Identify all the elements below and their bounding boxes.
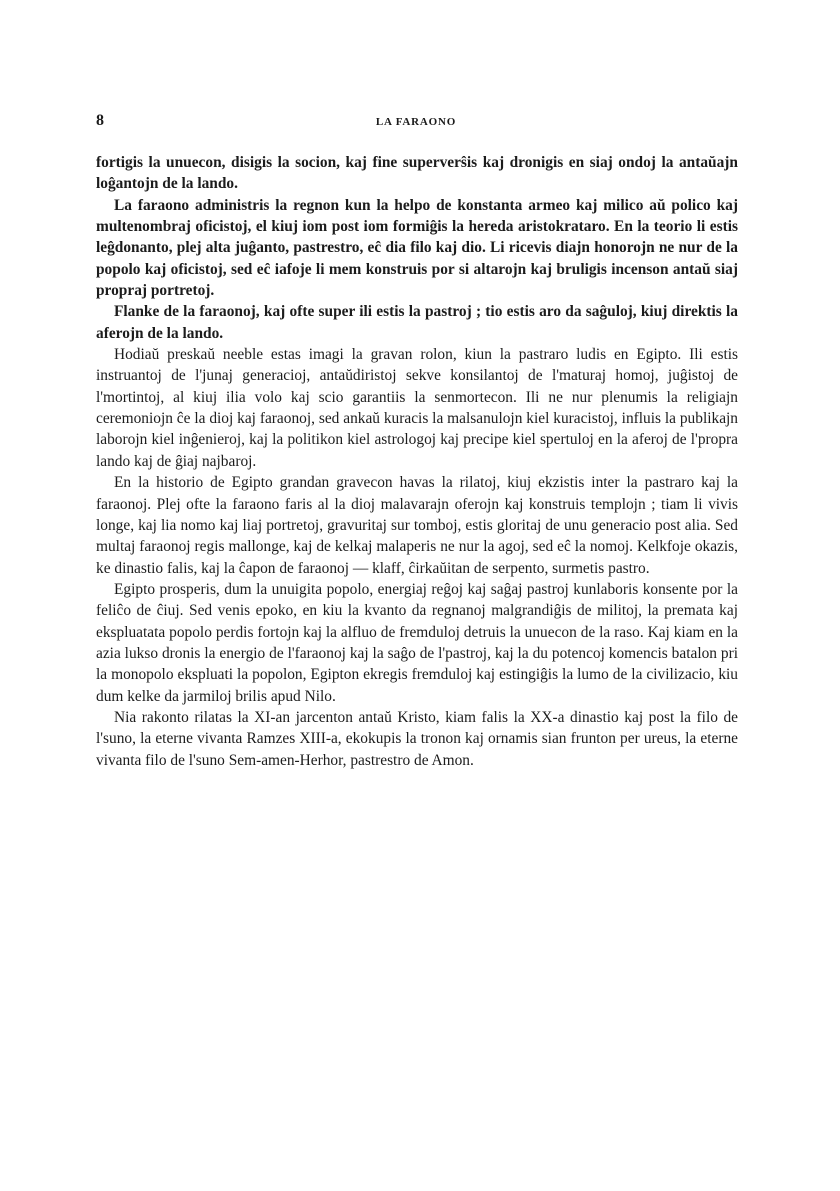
paragraph-6: Egipto prosperis, dum la unuigita popolo, energiaj reĝoj kaj saĝaj pastroj kunlaboris konsente por la feliĉo de ĉiuj. Sed venis epoko, en kiu la kvanto da regnanoj malgrandiĝis de militoj, la premata kaj ekspluatata popolo perdis fortojn kaj la alfluo de fremduloj detruis la unuecon de la raso. Kaj kiam en la azia lukso dronis la energio de l'faraonoj kaj la saĝo de l'pastroj, kaj la du potencoj komencis batalon pri la monopolo ekspluati la popolon, Egipton ekregis fremduloj kaj estingiĝis la lumo de la civilizacio, kiu dum kelke da jarmiloj brilis apud Nilo. [96, 580, 738, 705]
paragraph-7: Nia rakonto rilatas la XI-an jarcenton antaŭ Kristo, kiam falis la XX-a dinastio kaj post la filo de l'suno, la eterne vivanta Ramzes XIII-a, ekokupis la tronon kaj ornamis sian frunton per ureus, la eterne vivanta filo de l'suno Sem-amen-Herhor, pastrestro de Amon. [96, 708, 738, 769]
paragraph-5: En la historio de Egipto grandan gravecon havas la rilatoj, kiuj ekzistis inter la pastraro kaj la faraonoj. Plej ofte la faraono faris al la dioj malavarajn oferojn kaj konstruis templojn ; tiam li vivis longe, kaj lia nomo kaj liaj portretoj, gravuritaj sur tomboj, estis gloritaj de unu generacio post alia. Sed multaj faraonoj regis mallonge, kaj de kelkaj malaperis ne nur la agoj, sed eĉ la nomoj. Kelkfoje okazis, ke dinastio falis, kaj la ĉapon de faraonoj — klaff, ĉirkaŭitan de serpento, surmetis pastro. [96, 474, 738, 577]
page-number: 8 [96, 112, 104, 129]
running-head [96, 112, 736, 136]
paragraph-2: La faraono administris la regnon kun la helpo de konstanta armeo kaj milico aŭ polico kaj multenombraj oficistoj, el kiuj iom post iom formiĝis la hereda aristokrataro. En la teorio li estis leĝdonanto, plej alta juĝanto, pastrestro, eĉ dia filo kaj dio. Li ricevis diajn honorojn ne nur de la popolo kaj oficistoj, sed eĉ iafoje li mem konstruis por si altarojn kaj bruligis incenson antaŭ siaj propraj portretoj. [96, 196, 738, 300]
running-title: LA FARAONO [375, 116, 457, 128]
paragraph-1: fortigis la unuecon, disigis la socion, kaj fine superverŝis kaj dronigis en siaj ondoj la antaŭajn loĝantojn de la lando. [96, 154, 738, 193]
paragraph-3: Flanke de la faraonoj, kaj ofte super ili estis la pastroj ; tio estis aro da saĝuloj, kiuj direktis la aferojn de la lando. [96, 303, 738, 342]
body-text [96, 152, 738, 771]
paragraph-4: Hodiaŭ preskaŭ neeble estas imagi la gravan rolon, kiun la pastraro ludis en Egipto. Ili estis instruantoj de l'junaj generacioj, antaŭdiristoj sekve konsilantoj de l'maturaj homoj, juĝistoj de l'mortintoj, al kiuj ilia volo kaj scio garantiis la senmortecon. Ili ne nur plenumis la religiajn ceremoniojn ĉe la dioj kaj faraonoj, sed ankaŭ kuracis la malsanulojn kiel kuracistoj, influis la publikajn laborojn kiel inĝenieroj, kaj la politikon kiel astrologoj kaj precipe kiel spertuloj en la aferoj de l'propra lando kaj de ĝiaj najbaroj. [96, 346, 738, 470]
